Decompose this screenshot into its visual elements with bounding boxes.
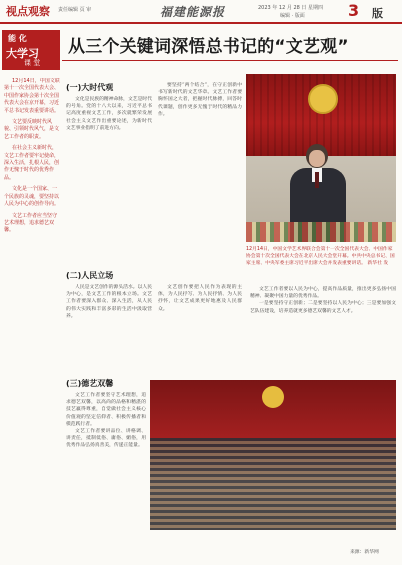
right-column-text-1: 文艺工作者要以人民为中心，提高作品质量，推出更多弘扬中国精神、凝聚中国力量的优秀作品。 [250,287,396,300]
column-badge [2,30,60,70]
photo-caption [246,246,396,267]
section1-col1-text: 文化是民族的精神命脉，文艺是时代的号角。党的十八大以来，习近平总书记高度重视文艺工作，多次就繁荣发展社会主义文艺作出重要论述，为新时代文艺事业指明了前进方向。 [66,97,152,131]
section-subtitle: 责任编辑 页 审 [58,7,92,13]
section1-col1 [66,96,152,256]
right-column-text [250,286,396,376]
section3-col1-text: 文艺工作者要坚守艺术理想，追求德艺双馨，以高尚的品格和精湛的技艺赢得尊重，自觉做社会主义核心价值观的坚定信仰者、积极传播者和模范践行者。 [66,393,146,427]
section2-col2-text: 文艺创作要把人民作为表现的主体，为人民抒写、为人民抒情、为人民抒怀，让文艺成果更好地惠及人民群众。 [158,285,242,312]
headline-rule [62,60,398,61]
right-column-text-2: 一是要坚持守正创新；二是要坚持以人民为中心；三是要加强文艺队伍建设，培养造就更多德艺双馨的文艺人才。 [250,301,396,314]
section1-title: (一)大时代观 [66,83,114,92]
sidebar-paragraph: 文艺要反映时代风貌、引领时代风气，是文艺工作者的职责。 [4,119,60,140]
photo-caption-text: 12月14日，中国文学艺术界联合会第十一次全国代表大会、中国作家协会第十次全国代表大会在北京人民大会堂开幕。中共中央总书记、国家主席、中央军委主席习近平出席大会并发表重要讲话。 [246,247,395,266]
sidebar-paragraph: 在社会主义新时代，文艺工作者要牢记使命，深入生活，扎根人民，创作无愧于时代的优秀作品。 [4,145,60,181]
section3-col1 [66,392,146,557]
badge-line1: 能 化 [8,34,27,43]
badge-line3: 课 堂 [24,59,41,67]
section2-col2 [158,284,242,366]
national-emblem-icon [262,386,284,408]
section2-col1-text: 人民是文艺创作的源头活水。以人民为中心，是文艺工作的根本立场。文艺工作者要深入群众、深入生活，从人民的伟大实践和丰富多彩的生活中汲取营养。 [66,285,152,319]
section2-title: (二)人民立场 [66,271,114,280]
section1-col2 [158,82,242,256]
issue-date: 2023 年 12 月 28 日 星期四 [258,5,323,11]
section-title: 视点观察 [6,5,50,18]
national-emblem-icon [308,84,338,114]
section3-title: (三)德艺双馨 [66,379,114,388]
headline: 从三个关键词深悟总书记的“文艺观” [68,37,349,57]
section2-col1 [66,284,152,366]
sidebar-paragraph: 文化是一个国家、一个民族的灵魂，要坚持以人民为中心的创作导向。 [4,186,60,208]
masthead [0,0,402,24]
news-photo [246,74,396,242]
section1-col2-text: 要坚持“两个结合”，在守正创新中书写新时代的文艺华章。文艺工作者要胸怀国之大者，把握时代脉搏，回答时代课题，创作更多无愧于时代的精品力作。 [158,83,242,117]
paper-name: 福建能源报 [160,5,226,19]
page-label: 版 [372,7,383,20]
conference-photo [150,380,396,530]
badge-line2: 大学习 [6,47,39,60]
sidebar-paragraph: 文艺工作者应当坚守艺术理想，追求德艺双馨。 [4,212,58,234]
section3-col2-text: 文艺工作者要讲品位、讲格调、讲责任，抵制低俗、庸俗、媚俗，用优秀作品弘扬真善美，传递正能量。 [66,429,146,449]
sidebar-summary [4,78,60,408]
edit-line: 编辑 · 版面 [280,13,305,19]
page-number: 3 [348,1,360,20]
photo-credit: 新华社 发 [367,261,389,266]
photo-source: 来源：新华网 [350,550,379,555]
sidebar-paragraph: 12月14日，中国文联第十一次全国代表大会、中国作家协会第十次全国代表大会在京开幕，习近平总书记发表重要讲话。 [4,78,60,114]
